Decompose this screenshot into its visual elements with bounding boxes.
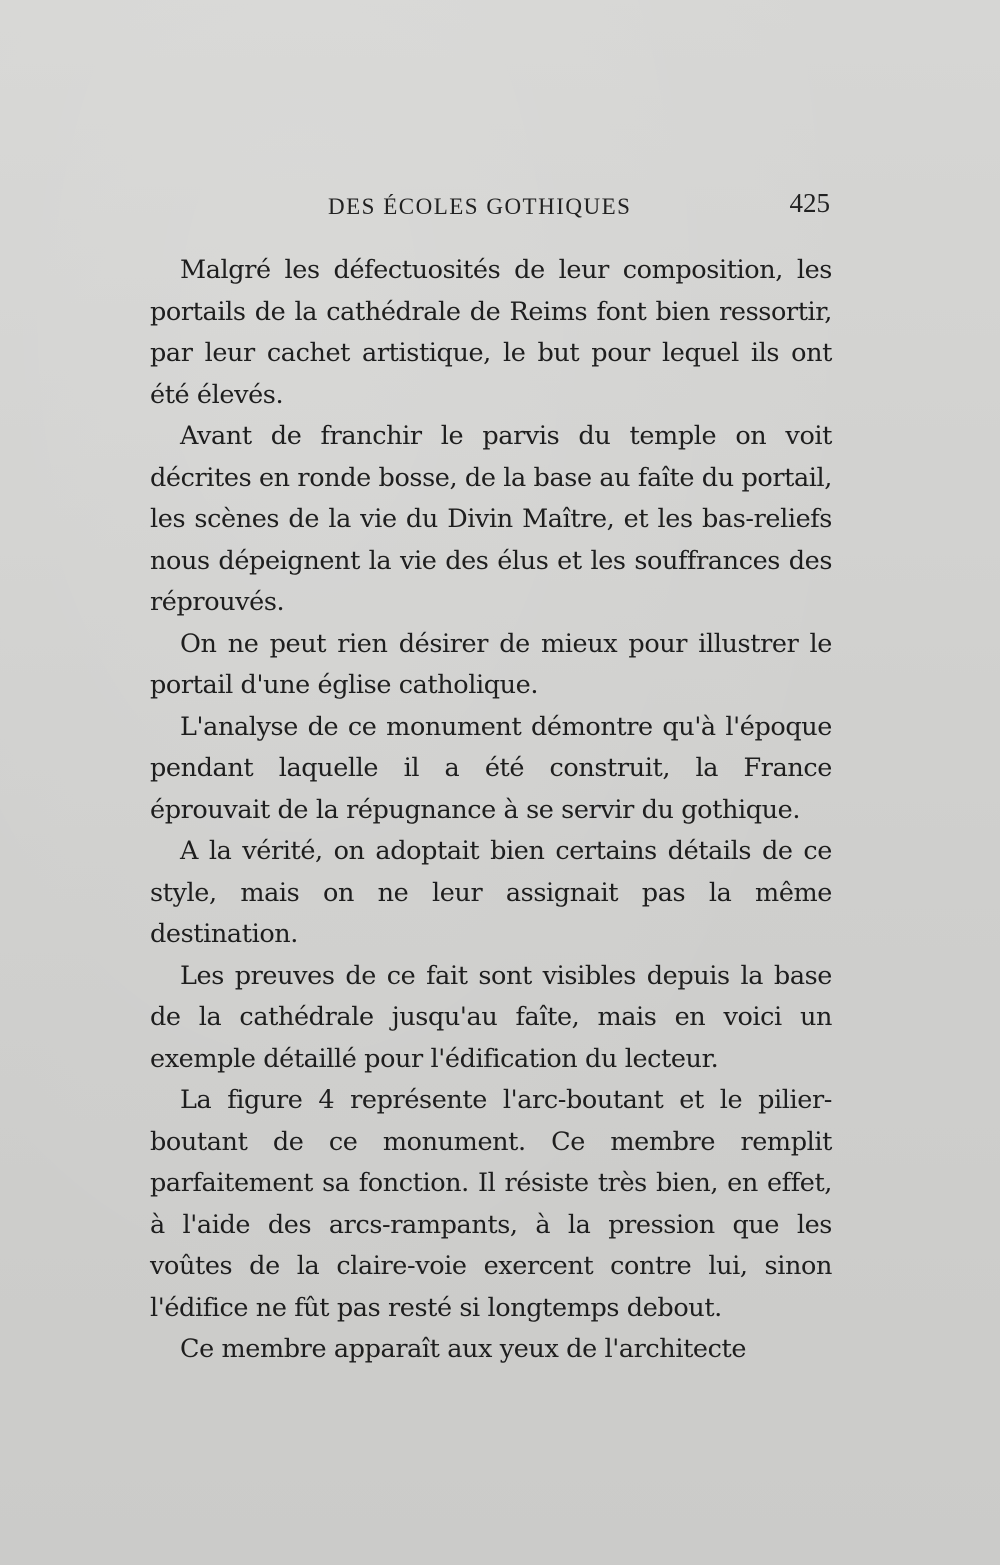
page-number: 425 [789,188,830,218]
paragraph: La figure 4 représente l'arc-boutant et le pilier-boutant de ce monument. Ce membre remplit parfaitement sa fonction. Il résiste très bien, en effet, à l'aide des arcs-rampants, à la pression que les voûtes de la claire-voie exercent contre lui, sinon l'édifice ne fût pas resté si longtemps debout. [150,1085,832,1323]
paragraph: Avant de franchir le parvis du temple on voit décrites en ronde bosse, de la base au faîte du portail, les scènes de la vie du Divin Maître, et les bas-reliefs nous dépeignent la vie des élus et les souffrances des réprouvés. [150,421,832,617]
paragraph: On ne peut rien désirer de mieux pour illustrer le portail d'une église catholique. [150,628,832,700]
paragraph: Les preuves de ce fait sont visibles depuis la base de la cathédrale jusqu'au faîte, mais en voici un exemple détaillé pour l'édification du lecteur. [150,960,832,1074]
paragraph: A la vérité, on adoptait bien certains détails de ce style, mais on ne leur assignait pas la même destination. [150,836,832,949]
running-title: DES ÉCOLES GOTHIQUES [328,194,632,219]
running-head [150,188,830,228]
paragraph: L'analyse de ce monument démontre qu'à l'époque pendant laquelle il a été construit, la France éprouvait de la répugnance à se servir du gothique. [150,711,832,825]
body-text [150,250,832,1371]
paragraph: Ce membre apparaît aux yeux de l'architecte [180,1334,747,1364]
paragraph: Malgré les défectuosités de leur composition, les portails de la cathédrale de Reims font bien ressortir, par leur cachet artistique, le but pour lequel ils ont été élevés. [150,255,832,410]
